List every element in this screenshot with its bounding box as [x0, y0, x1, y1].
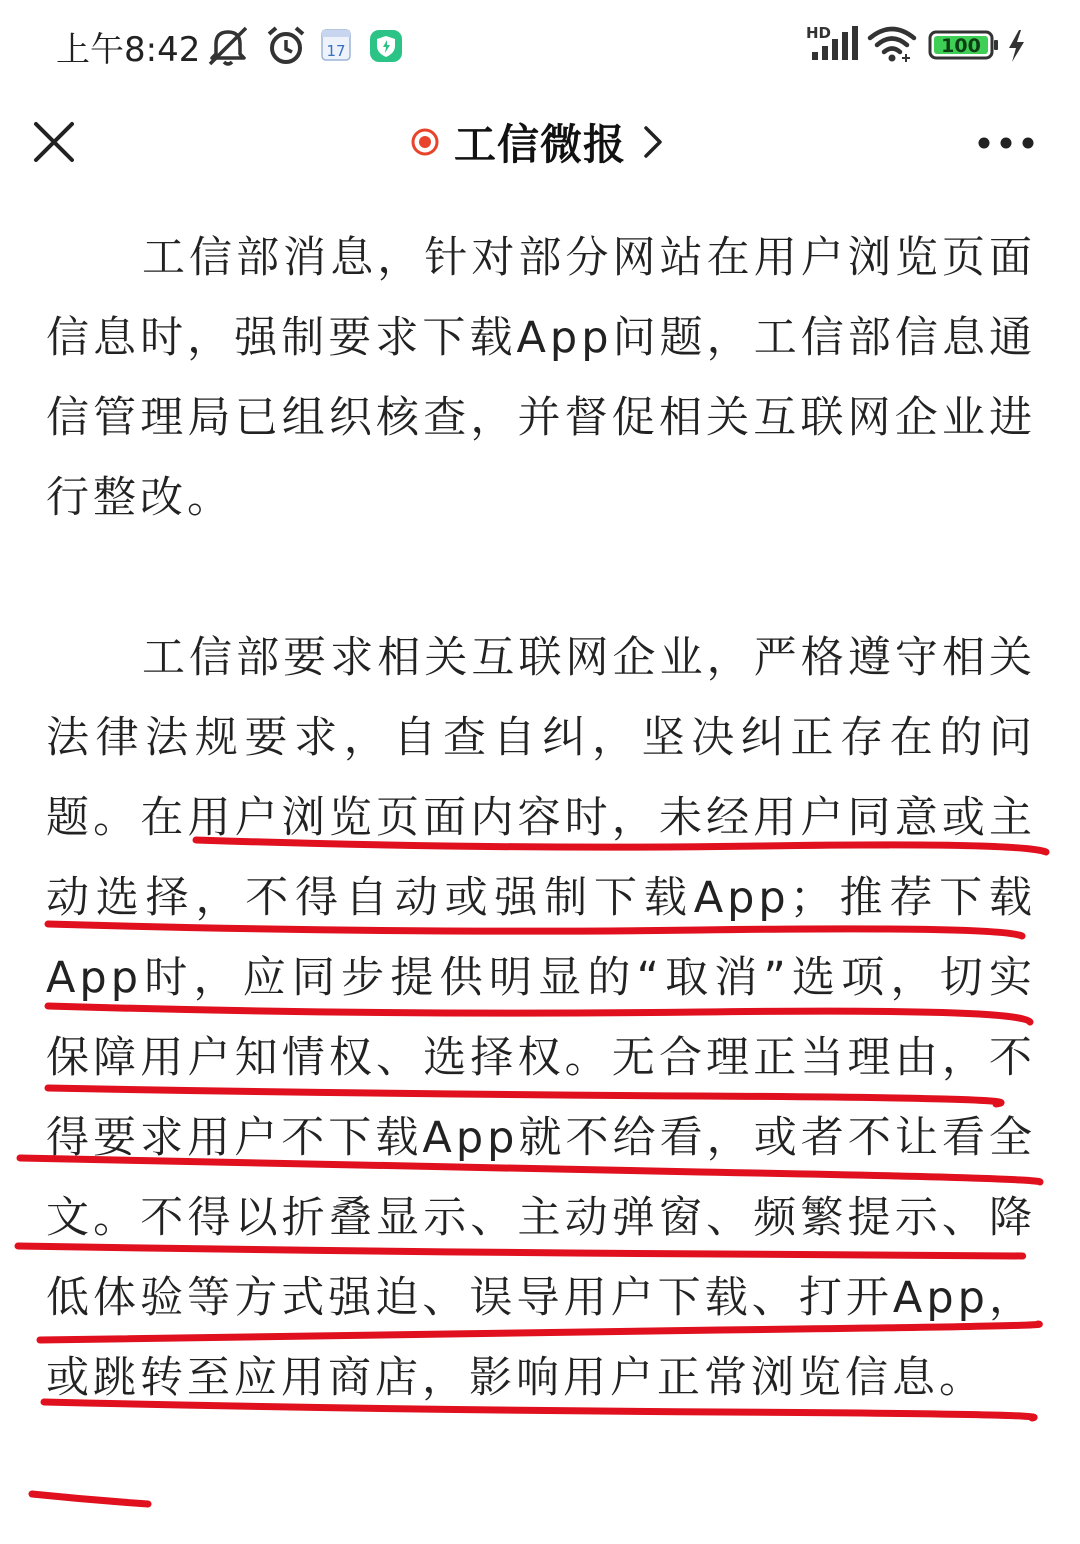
- more-dots-icon[interactable]: [976, 128, 1036, 158]
- mute-icon: [204, 24, 252, 72]
- shield-app-icon: [368, 24, 404, 72]
- article-paragraph: 工信部消息，针对部分网站在用户浏览页面信息时，强制要求下载App问题，工信部信息通信管理局已组织核查，并督促相关互联网企业进行整改。: [46, 233, 1036, 523]
- chevron-right-icon: [640, 124, 666, 160]
- status-time: 上午8:42: [56, 30, 201, 70]
- network-label: HD: [806, 24, 832, 42]
- account-title-link[interactable]: [410, 112, 666, 172]
- close-button[interactable]: [30, 118, 78, 166]
- more-button[interactable]: [976, 128, 1036, 158]
- calendar-day: 17: [326, 42, 346, 60]
- battery-level: 100: [941, 35, 981, 57]
- battery-icon: [928, 30, 1000, 64]
- status-bar: [0, 0, 1080, 92]
- wifi-icon: [866, 24, 918, 68]
- alarm-icon: [264, 24, 308, 72]
- signal-icon: [806, 24, 860, 68]
- title-bar: [0, 92, 1080, 192]
- article-body: [46, 218, 1036, 1418]
- article-paragraph: 工信部要求相关互联网企业，严格遵守相关法律法规要求，自查自纠，坚决纠正存在的问题。在用户浏览页面内容时，未经用户同意或主动选择，不得自动或强制下载App；推荐下载App时，应同步提供明显的“取消”选项，切实保障用户知情权、选择权。无合理正当理由，不得要求用户不下载App就不给看，或者不让看全文。不得以折叠显示、主动弹窗、频繁提示、降低体验等方式强迫、误导用户下载、打开App，或跳转至应用商店，影响用户正常浏览信息。: [46, 633, 1036, 1403]
- page-title: 工信微报: [454, 120, 627, 169]
- charging-bolt-icon: [1004, 24, 1028, 72]
- red-underline-stroke: [32, 1494, 148, 1504]
- close-icon[interactable]: [30, 118, 78, 166]
- live-dot-icon: [410, 127, 440, 157]
- calendar-icon: [318, 24, 354, 72]
